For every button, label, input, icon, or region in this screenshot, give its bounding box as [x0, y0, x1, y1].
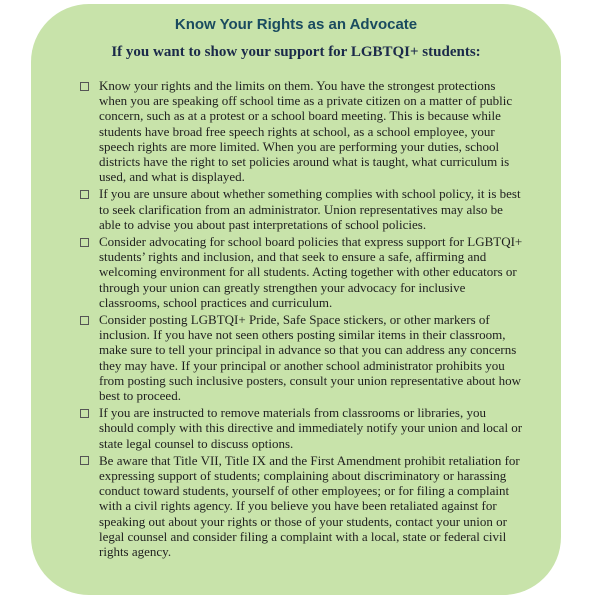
checkbox-icon: [80, 409, 89, 418]
list-item: [80, 78, 523, 184]
advice-item-text: Be aware that Title VII, Title IX and the First Amendment prohibit retaliation for expressing support of students; complaining about discriminatory or harassing conduct toward students, yourself of other employees; or for filing a complaint with a civil rights agency. If you believe you have been retaliated against for speaking out about your rights or those of your students, contact your union or legal counsel and consider filing a complaint with a local, state or federal civil rights agency.: [99, 452, 520, 560]
list-item: [80, 312, 523, 403]
checkbox-icon: [80, 456, 89, 465]
advice-item-text: Consider posting LGBTQI+ Pride, Safe Space stickers, or other markers of inclusion. If you have not seen others posting similar items in their classroom, make sure to tell your principal in advance so that you can address any concerns they may have. If your principal or another school administrator prohibits you from posting such inclusive posters, consult your union representative about how best to proceed.: [99, 312, 522, 404]
advice-item-text: If you are unsure about whether something complies with school policy, it is best to seek clarification from an administrator. Union representatives may also be able to advise you about past interpretations of school policies.: [99, 186, 521, 232]
list-item: [80, 405, 523, 451]
advocate-rights-card: [31, 4, 561, 595]
card-title: Know Your Rights as an Advocate: [174, 16, 418, 33]
list-item: [80, 453, 523, 559]
list-item: [80, 234, 523, 310]
advice-list: [31, 78, 561, 559]
list-item: [80, 186, 523, 232]
checkbox-icon: [80, 190, 89, 199]
advice-item-text: Consider advocating for school board policies that express support for LGBTQI+ students’ rights and inclusion, and that seek to ensure a safe, affirming and welcoming environment for all students. Acting together with other educators or through your union can greatly strengthen your advocacy for inclusive classrooms, school practices and curriculum.: [99, 234, 523, 310]
advice-item-text: If you are instructed to remove materials from classrooms or libraries, you should comply with this directive and immediately notify your union and local or state legal counsel to discuss options.: [99, 405, 523, 451]
checkbox-icon: [80, 82, 89, 91]
advice-item-text: Know your rights and the limits on them. You have the strongest protections when you are speaking off school time as a private citizen on a matter of public concern, such as at a protest or a school board meeting. This is because while students have broad free speech rights at school, as a school employee, your speech rights are more limited. When you are performing your duties, school districts have the right to set policies around what is taught, what curriculum is used, and what is displayed.: [99, 78, 513, 185]
checkbox-icon: [80, 238, 89, 247]
card-subtitle: If you want to show your support for LGBTQI+ students:: [111, 44, 481, 60]
checkbox-icon: [80, 316, 89, 325]
